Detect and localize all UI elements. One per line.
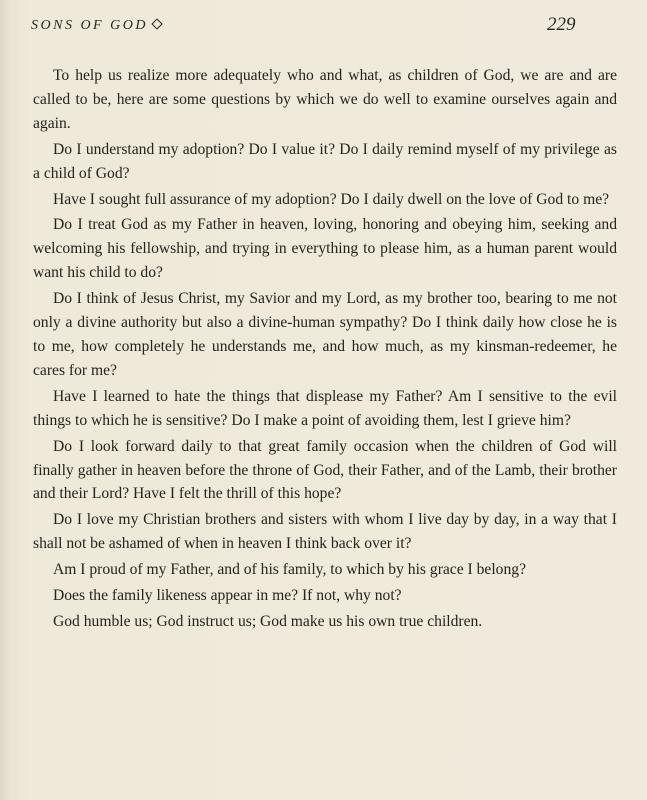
running-head-title: SONS OF GOD (31, 18, 148, 33)
paragraph: Do I understand my adoption? Do I value it? Do I daily remind myself of my privilege as a child of God? (33, 140, 617, 182)
running-head (31, 18, 161, 34)
paragraph: To help us realize more adequately who and what, as children of God, we are and are called to be, here are some questions by which we do well to examine ourselves again and again. (33, 67, 617, 132)
paragraph: Do I love my Christian brothers and sisters with whom I live day by day, in a way that I shall not be ashamed of when in heaven I think back over it? (33, 511, 617, 553)
paragraph: God humble us; God instruct us; God make us his own true children. (53, 612, 483, 630)
paragraph: Do I look forward daily to that great family occasion when the children of God will finally gather in heaven before the throne of God, their Father, and of the Lamb, their brother and their Lord? Have I felt the thrill of this hope? (33, 437, 617, 503)
paragraph: Do I think of Jesus Christ, my Savior and my Lord, as my brother too, bearing to me not only a divine authority but also a divine-human sympathy? Do I think daily how close he is to me, how completely he understands me, and how much, as my kinsman-redeemer, he cares for me? (33, 290, 617, 379)
paragraph: Do I treat God as my Father in heaven, loving, honoring and obeying him, seeking and welcoming his fellowship, and trying in everything to please him, as a human parent would want his child to do? (33, 216, 617, 282)
page-number: 229 (547, 14, 576, 35)
body-text (33, 64, 617, 636)
paragraph: Am I proud of my Father, and of his family, to which by his grace I belong? (53, 561, 526, 579)
paragraph: Does the family likeness appear in me? If not, why not? (53, 587, 402, 605)
paragraph: Have I sought full assurance of my adoption? Do I daily dwell on the love of God to me? (53, 190, 610, 208)
paragraph: Have I learned to hate the things that displease my Father? Am I sensitive to the evil things to which he is sensitive? Do I make a point of avoiding them, lest I grieve him? (33, 387, 617, 429)
diamond-ornament-icon (151, 18, 162, 29)
